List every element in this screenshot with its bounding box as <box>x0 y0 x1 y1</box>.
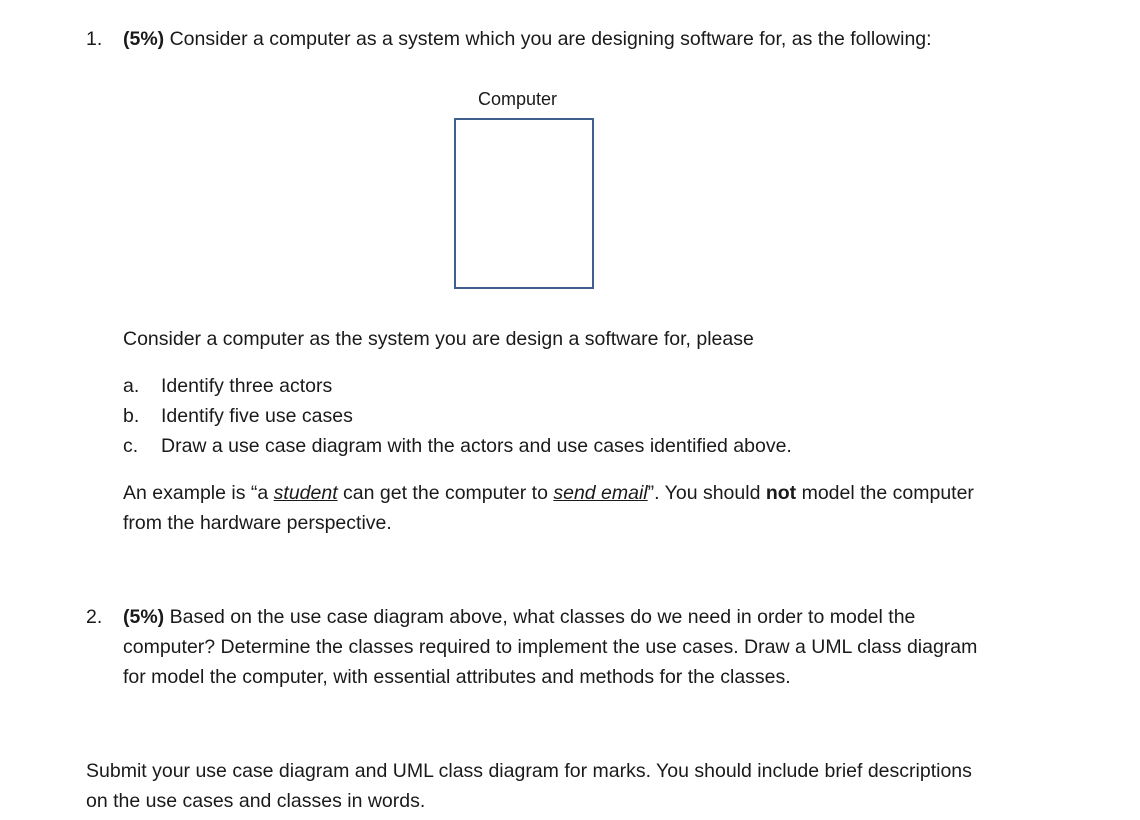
system-boundary-box <box>454 118 594 289</box>
system-boundary-label: Computer <box>478 89 558 109</box>
example-actor: student <box>273 482 338 504</box>
example-prefix: An example is “a <box>123 482 274 504</box>
list-item: Identify five use cases <box>161 405 353 427</box>
submission-note-line-1: Submit your use case diagram and UML class diagram for marks. You should include brief descriptions <box>86 760 972 782</box>
question-1-number: 1. <box>86 28 103 50</box>
submission-note-line-2: on the use cases and classes in words. <box>86 790 426 812</box>
example-rest: model the computer <box>796 482 974 504</box>
list-item-marker: c. <box>123 435 139 457</box>
question-1-text: Consider a computer as a system which you are designing software for, as the following: <box>164 28 932 50</box>
list-item: Identify three actors <box>161 375 333 397</box>
question-2-line-1 <box>123 602 915 632</box>
question-1-marks: (5%) <box>123 28 165 50</box>
question-2-number: 2. <box>86 606 103 628</box>
example-middle: can get the computer to <box>337 482 554 504</box>
example-line-1 <box>123 478 974 508</box>
example-line-2: from the hardware perspective. <box>123 512 392 534</box>
question-2-line-3: for model the computer, with essential attributes and methods for the classes. <box>123 666 791 688</box>
example-emphasis: not <box>765 482 797 504</box>
question-1-intro: Consider a computer as the system you are design a software for, please <box>123 328 754 350</box>
example-use-case: send email <box>553 482 648 504</box>
list-item: Draw a use case diagram with the actors and use cases identified above. <box>161 435 792 457</box>
list-item-marker: a. <box>123 375 140 397</box>
question-2-marks: (5%) <box>123 606 165 628</box>
question-1-heading <box>123 24 932 54</box>
question-2-text: Based on the use case diagram above, what classes do we need in order to model the <box>164 606 916 628</box>
list-item-marker: b. <box>123 405 140 427</box>
example-suffix: ”. You should <box>647 482 766 504</box>
question-2-line-2: computer? Determine the classes required to implement the use cases. Draw a UML class diagram <box>123 636 978 658</box>
